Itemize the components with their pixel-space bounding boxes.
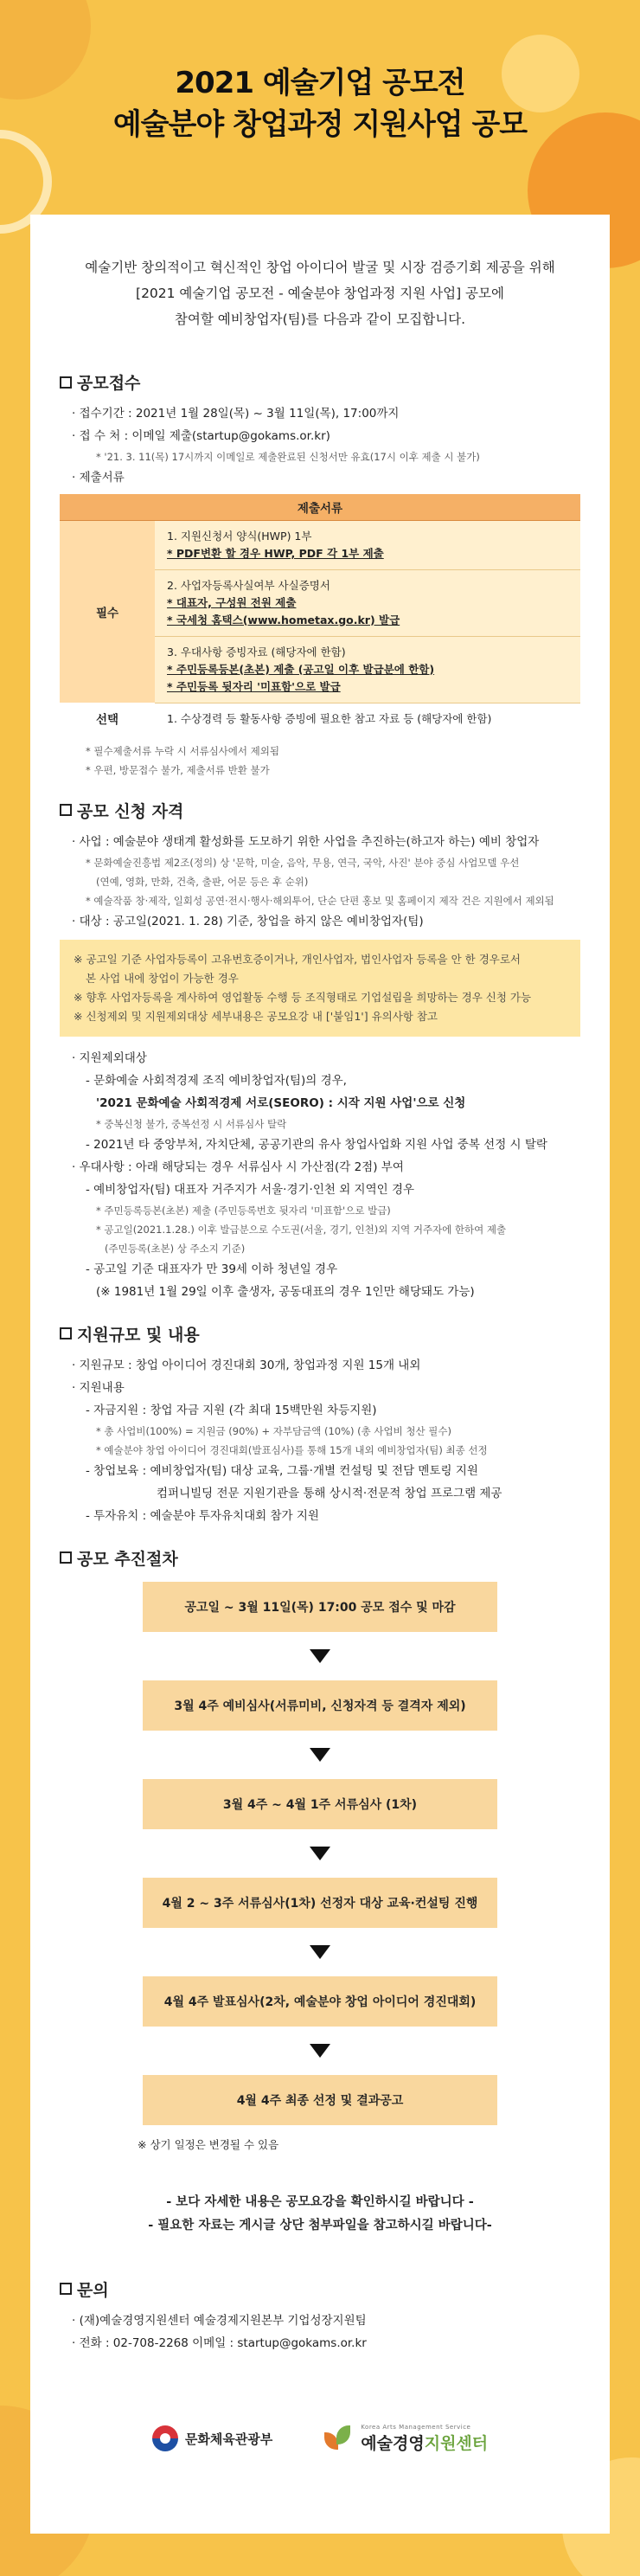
content-card	[30, 215, 610, 2534]
docs-item-2: 2. 사업자등록사실여부 사실증명서 * 대표자, 구성원 전원 제출 * 국세청 홈택스(www.hometax.go.kr) 발급	[155, 569, 580, 636]
process-step: 4월 4주 최종 선정 및 결과공고	[143, 2075, 497, 2125]
docs-note: * 필수제출서류 누락 시 서류심사에서 제외됨	[86, 744, 279, 757]
arrow-down-icon	[310, 1847, 330, 1860]
ministry-logo: 문화체육관광부	[152, 2425, 272, 2451]
content-label: · 지원내용	[72, 1380, 125, 1395]
content-item: - 투자유치 : 예술분야 투자유치대회 참가 지원	[86, 1508, 319, 1523]
reception-period: · 접수기간 : 2021년 1월 28일(목) ~ 3월 11일(목), 17:00까지	[72, 407, 400, 421]
section-title-contact: 문의	[60, 2277, 580, 2301]
notice-box: ※ 공고일 기준 사업자등록이 고유번호증이거나, 개인사업자, 법인사업자 등록을 안 한 경우로서 본 사업 내에 창업이 가능한 경우 ※ 향후 사업자등록을 계사하여 영업활동 수행 등 조직형태로 기업설립을 희망하는 경우 신청 가능 ※ 신청제외 및 지원제외대상 세부내용은 공모요강 내 ['붙임1'] 유의사항 참고	[60, 940, 580, 1037]
content-item: - 창업보육 : 예비창업자(팀) 대상 교육, 그룹·개별 컨설팅 및 전담 멘토링 지원	[86, 1463, 478, 1478]
process-step: 3월 4주 예비심사(서류미비, 신청자격 등 결격자 제외)	[143, 1680, 497, 1731]
eligibility-note: * 문화예술진흥법 제2조(정의) 상 '문학, 미술, 음악, 무용, 연극, 국악, 사진' 분야 중심 사업모델 우선	[86, 856, 520, 869]
preference-note: * 주민등록등본(초본) 제출 (주민등록번호 뒷자리 '미표함'으로 발급)	[96, 1204, 391, 1217]
content-item: - 자금지원 : 창업 자금 지원 (각 최대 15백만원 차등지원)	[86, 1403, 377, 1417]
intro-line: [2021 예술기업 공모전 - 예술분야 창업과정 지원 사업] 공모에	[136, 286, 504, 301]
intro	[60, 254, 580, 332]
taegeuk-icon	[152, 2425, 178, 2451]
arrow-down-icon	[310, 1945, 330, 1959]
docs-note: * 우편, 방문접수 불가, 제출서류 반환 불가	[86, 763, 270, 776]
exclusion-item: - 2021년 타 중앙부처, 자치단체, 공공기관의 유사 창업사업화 지원 사업 중복 선정 시 탈락	[86, 1137, 547, 1152]
checkbox-icon	[60, 804, 72, 816]
process-step: 3월 4주 ~ 4월 1주 서류심사 (1차)	[143, 1779, 497, 1829]
reception-note: * '21. 3. 11(목) 17시까지 이메일로 제출완료된 신청서만 유효(17시 이후 제출 시 불가)	[96, 451, 480, 463]
section-title-process: 공모 추진절차	[60, 1546, 580, 1570]
docs-table-header: 제출서류	[60, 494, 580, 520]
optional-label: 선택	[60, 703, 155, 735]
checkbox-icon	[60, 376, 72, 389]
docs-label: · 제출서류	[72, 471, 125, 485]
process-step: 4월 4주 발표심사(2차, 예술분야 창업 아이디어 경진대회)	[143, 1976, 497, 2027]
required-label: 필수	[60, 520, 155, 703]
footer-logos	[60, 2424, 580, 2454]
docs-table	[60, 494, 580, 735]
process-step: 4월 2 ~ 3주 서류심사(1차) 선정자 대상 교육·컨설팅 진행	[143, 1878, 497, 1928]
preference-label: · 우대사항 : 아래 해당되는 경우 서류심사 시 가산점(각 2점) 부여	[72, 1160, 404, 1174]
process-step: 공고일 ~ 3월 11일(목) 17:00 공모 접수 및 마감	[143, 1582, 497, 1632]
contact-phone: · 전화 : 02-708-2268 이메일 : startup@gokams.or.kr	[72, 2335, 367, 2350]
preference-note: * 공고일(2021.1.28.) 이후 발급분으로 수도권(서울, 경기, 인천)외 지역 거주자에 한하여 제출	[96, 1223, 507, 1236]
arrow-down-icon	[310, 2044, 330, 2058]
eligibility-target: · 대상 : 공고일(2021. 1. 28) 기준, 창업을 하지 않은 예비창업자(팀)	[72, 914, 424, 928]
section-title-eligibility: 공모 신청 자격	[60, 799, 580, 822]
gokams-logo: Korea Arts Management Service 예술경영지원센터	[324, 2424, 488, 2454]
eligibility-business: · 사업 : 예술분야 생태계 활성화를 도모하기 위한 사업을 추진하는(하고자 하는) 예비 창업자	[72, 834, 540, 849]
docs-item-optional: 1. 수상경력 등 활동사항 증빙에 필요한 참고 자료 등 (해당자에 한함)	[155, 703, 580, 735]
section-title-scale: 지원규모 및 내용	[60, 1322, 580, 1346]
checkbox-icon	[60, 1551, 72, 1564]
eligibility-note: * 예술작품 창·제작, 일회성 공연·전시·행사·해외투어, 단순 단편 홍보 및 홈페이지 제작 건은 지원에서 제외됨	[86, 894, 554, 907]
exclusion-label: · 지원제외대상	[72, 1050, 147, 1065]
exclusion-item: - 문화예술 사회적경제 조직 예비창업자(팀)의 경우,	[86, 1073, 347, 1088]
arrow-down-icon	[310, 1748, 330, 1762]
docs-item-1: 1. 지원신청서 양식(HWP) 1부 * PDF변환 할 경우 HWP, PDF 각 1부 제출	[155, 520, 580, 569]
reception-method: · 접 수 처 : 이메일 제출(startup@gokams.or.kr)	[72, 429, 330, 443]
section-title-reception: 공모접수	[60, 370, 580, 394]
preference-item: - 공고일 기준 대표자가 만 39세 이하 청년일 경우	[86, 1262, 338, 1276]
exclusion-item: '2021 문화예술 사회적경제 서로(SEORO) : 시작 지원 사업'으로 신청	[96, 1095, 466, 1110]
process-flow	[60, 1582, 580, 2156]
docs-item-3: 3. 우대사항 증빙자료 (해당자에 한함) * 주민등록등본(초본) 제출 (공고일 이후 발급분에 한함) * 주민등록 뒷자리 '미표함'으로 발급	[155, 636, 580, 703]
leaf-icon	[324, 2425, 354, 2451]
intro-line: 예술기반 창의적이고 혁신적인 창업 아이디어 발굴 및 시장 검증기회 제공을 위해	[85, 260, 555, 275]
preference-item: - 예비창업자(팀) 대표자 거주지가 서울·경기·인천 외 지역인 경우	[86, 1182, 415, 1197]
contact-org: · (재)예술경영지원센터 예술경제지원본부 기업성장지원팀	[72, 2313, 367, 2328]
content-note: * 예술분야 창업 아이디어 경진대회(발표심사)를 통해 15개 내외 예비창업자(팀) 최종 선정	[96, 1443, 488, 1456]
preference-note: (※ 1981년 1월 29일 이후 출생자, 공동대표의 경우 1인만 해당돼도 가능)	[96, 1284, 475, 1299]
checkbox-icon	[60, 2283, 72, 2295]
checkbox-icon	[60, 1327, 72, 1339]
content-note: * 총 사업비(100%) = 지원금 (90%) + 자부담금액 (10%) (총 사업비 청산 필수)	[96, 1424, 451, 1437]
title-line-1: 2021 예술기업 공모전	[175, 66, 465, 100]
page-title	[0, 62, 640, 145]
title-line-2: 예술분야 창업과정 지원사업 공모	[112, 107, 528, 142]
scale-line: · 지원규모 : 창업 아이디어 경진대회 30개, 창업과정 지원 15개 내외	[72, 1358, 421, 1372]
process-note: ※ 상기 일정은 변경될 수 있음	[138, 2137, 279, 2151]
eligibility-note: (연예, 영화, 만화, 건축, 출판, 어문 등은 후 순위)	[96, 875, 309, 888]
closing-message: - 보다 자세한 내용은 공모요강을 확인하시길 바랍니다 - - 필요한 자료는 게시글 상단 첨부파일을 참고하시길 바랍니다-	[148, 2194, 492, 2232]
arrow-down-icon	[310, 1649, 330, 1663]
content-item: 컴퍼니빌딩 전문 지원기관을 통해 상시적·전문적 창업 프로그램 제공	[157, 1486, 502, 1500]
intro-line: 참여할 예비창업자(팀)를 다음과 같이 모집합니다.	[174, 312, 466, 327]
preference-note: (주민등록(초본) 상 주소지 기준)	[105, 1242, 246, 1255]
exclusion-note: * 중복신청 불가, 중복선정 시 서류심사 탈락	[96, 1117, 287, 1130]
